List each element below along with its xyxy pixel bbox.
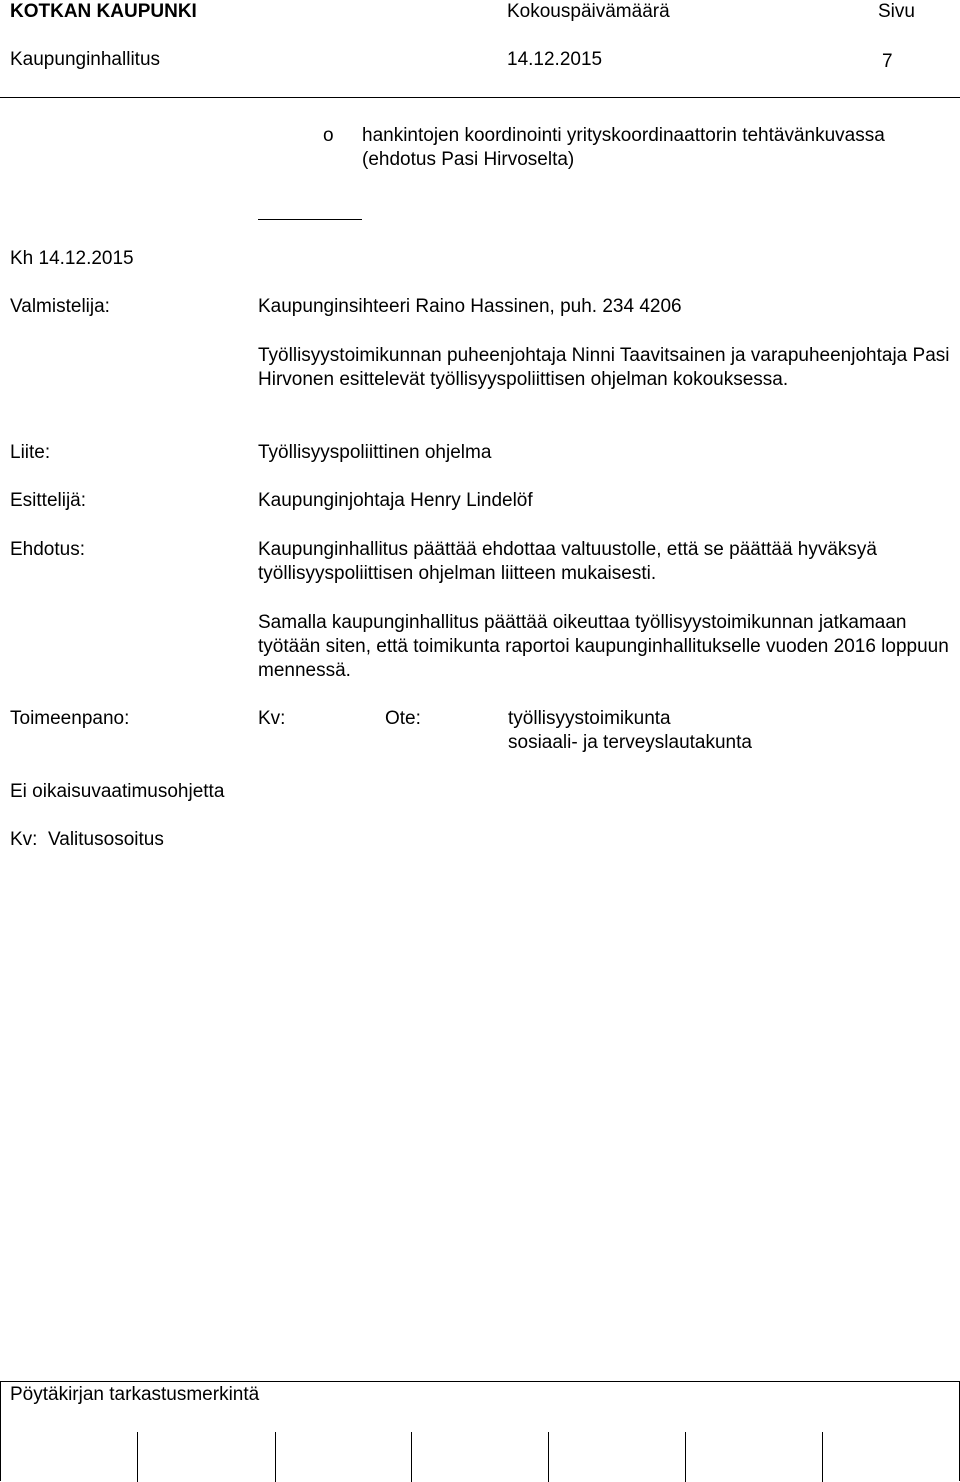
governing-body: Kaupunginhallitus <box>10 49 161 70</box>
ehdotus-label: Ehdotus: <box>10 539 85 560</box>
stamp-divider <box>548 1432 549 1482</box>
liite-label: Liite: <box>10 442 51 463</box>
organization-name: KOTKAN KAUPUNKI <box>10 1 197 22</box>
section-separator <box>258 219 362 220</box>
stamp-divider <box>137 1432 138 1482</box>
meeting-date: 14.12.2015 <box>507 49 603 70</box>
esittelija-label: Esittelijä: <box>10 490 87 511</box>
kh-date: Kh 14.12.2015 <box>10 248 134 269</box>
recipient-list <box>508 707 752 755</box>
esittelija-text: Kaupunginjohtaja Henry Lindelöf <box>258 490 533 511</box>
recipient-item: sosiaali- ja terveyslautakunta <box>508 732 752 753</box>
recipient-item: työllisyystoimikunta <box>508 708 671 729</box>
appeal-note: Ei oikaisuvaatimusohjetta <box>10 781 225 802</box>
bullet-line-1: hankintojen koordinointi yrityskoordinaattorin tehtävänkuvassa <box>362 125 885 146</box>
intro-paragraph: Työllisyystoimikunnan puheenjohtaja Ninni Taavitsainen ja varapuheenjohtaja Pasi Hirvonen esittelevät työllisyyspoliittisen ohjelman kokouksessa. <box>258 345 950 390</box>
valmistelija-label: Valmistelija: <box>10 296 110 317</box>
page-number: 7 <box>882 51 893 72</box>
header-divider <box>0 97 960 98</box>
stamp-divider <box>822 1432 823 1482</box>
valmistelija-text: Kaupunginsihteeri Raino Hassinen, puh. 234 4206 <box>258 296 682 317</box>
ehdotus-text-2: Samalla kaupunginhallitus päättää oikeuttaa työllisyystoimikunnan jatkamaan työtään siten, että toimikunta raportoi kaupunginhallitukselle vuoden 2016 loppuun mennessä. <box>258 612 949 681</box>
stamp-divider <box>685 1432 686 1482</box>
toimeenpano-ote: Ote: <box>385 708 421 729</box>
bullet-marker: o <box>323 125 334 146</box>
stamp-divider <box>275 1432 276 1482</box>
bullet-line-2: (ehdotus Pasi Hirvoselta) <box>362 149 575 170</box>
page-label: Sivu <box>878 1 915 22</box>
liite-text: Työllisyyspoliittinen ohjelma <box>258 442 492 463</box>
appeal-kv: Kv: Valitusosoitus <box>10 829 164 850</box>
meeting-date-label: Kokouspäivämäärä <box>507 1 670 22</box>
review-stamp-title: Pöytäkirjan tarkastusmerkintä <box>10 1384 260 1405</box>
stamp-divider <box>411 1432 412 1482</box>
toimeenpano-label: Toimeenpano: <box>10 708 130 729</box>
toimeenpano-kv: Kv: <box>258 708 286 729</box>
bullet-text <box>362 124 952 172</box>
ehdotus-text: Kaupunginhallitus päättää ehdottaa valtuustolle, että se päättää hyväksyä työllisyyspoliittisen ohjelman liitteen mukaisesti. <box>258 539 877 584</box>
